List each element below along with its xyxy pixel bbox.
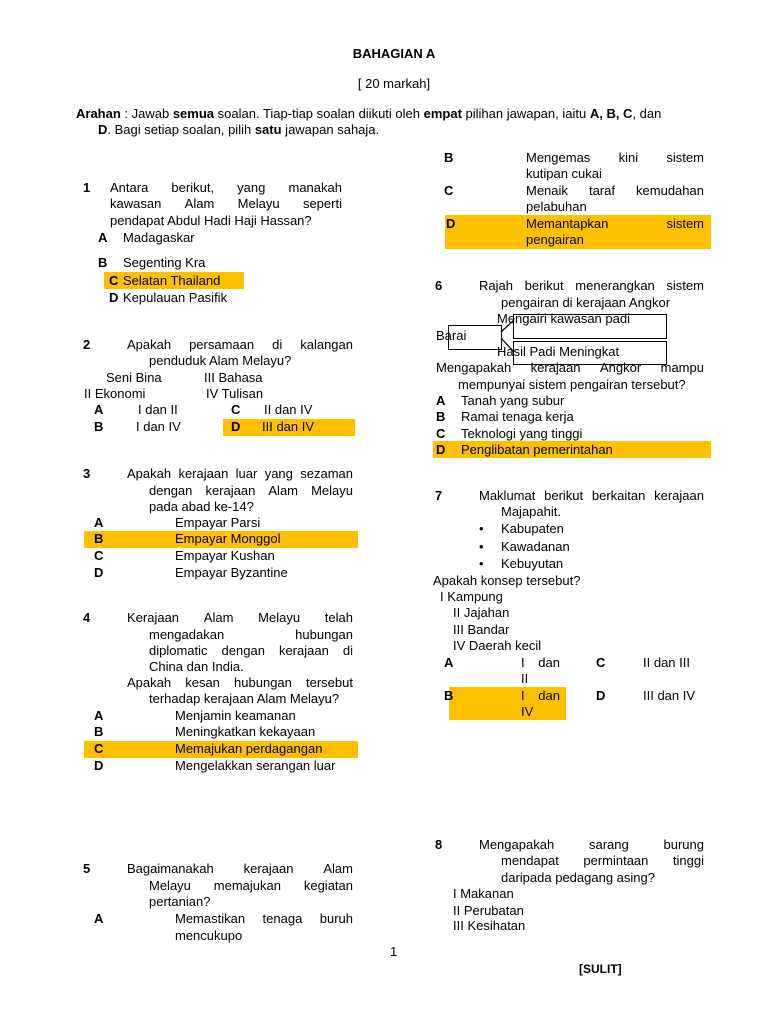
- question-4-number: 4: [83, 610, 91, 625]
- question-7-number: 7: [435, 488, 443, 503]
- q2-option-a: I dan II: [138, 402, 178, 417]
- q8-statement-2: II Perubatan: [453, 903, 524, 918]
- q2-statement-4: IV Tulisan: [206, 386, 264, 401]
- q3-option-c: Empayar Kushan: [175, 548, 275, 563]
- page-number: 1: [390, 944, 398, 959]
- question-6-line-2: pengairan di kerajaan Angkor: [501, 295, 671, 310]
- q3-option-c-letter: C: [94, 548, 104, 563]
- question-1-line-3: pendapat Abdul Hadi Haji Hassan?: [110, 213, 312, 228]
- q2-option-d-letter: D: [231, 419, 241, 434]
- q2-option-c: II dan IV: [264, 402, 313, 417]
- q3-option-d-letter: D: [94, 565, 104, 580]
- q5-option-b-letter: B: [444, 150, 454, 165]
- q4-option-b: Meningkatkan kekayaan: [175, 724, 316, 739]
- q2-option-b-letter: B: [94, 419, 104, 434]
- q6-option-b: Ramai tenaga kerja: [461, 409, 574, 424]
- q3-option-d: Empayar Byzantine: [175, 565, 288, 580]
- q7-option-b-letter: B: [444, 688, 454, 703]
- q2-option-d: III dan IV: [262, 419, 315, 434]
- question-2-line-2: penduduk Alam Melayu?: [149, 353, 292, 368]
- question-7-line-1: Maklumat berikut berkaitan kerajaan: [479, 488, 704, 503]
- question-6-number: 6: [435, 278, 443, 293]
- q1-option-a-letter: A: [98, 230, 108, 245]
- q7-option-a-line-2: II: [521, 671, 529, 686]
- instructions-line-2: D. Bagi setiap soalan, pilih satu jawapan sahaja.: [98, 122, 380, 137]
- q5-option-b-line-2: kutipan cukai: [526, 166, 602, 181]
- q6-option-d-letter: D: [436, 442, 446, 457]
- q5-option-d-line-1: Memantapkan sistem: [526, 216, 704, 231]
- question-4-line-3: diplomatic dengan kerajaan di: [149, 643, 353, 658]
- q7-option-c-letter: C: [596, 655, 606, 670]
- q5-option-b-line-1: Mengemas kini sistem: [526, 150, 704, 165]
- q8-statement-3: III Kesihatan: [453, 918, 526, 933]
- q2-statement-3: III Bahasa: [204, 370, 263, 385]
- q4-option-a-letter: A: [94, 708, 104, 723]
- question-8-line-2: mendapat permintaan tinggi: [501, 853, 704, 868]
- q7-question: Apakah konsep tersebut?: [433, 573, 581, 588]
- question-2-line-1: Apakah persamaan di kalangan: [127, 337, 353, 352]
- section-title: BAHAGIAN A: [352, 46, 436, 61]
- question-5-line-2: Melayu memajukan kegiatan: [149, 878, 353, 893]
- q2-option-c-letter: C: [231, 402, 241, 417]
- question-4-line-6: terhadap kerajaan Alam Melayu?: [149, 691, 340, 706]
- q7-bullet-3: •: [479, 556, 484, 571]
- q7-option-a-letter: A: [444, 655, 454, 670]
- q4-option-a: Menjamin keamanan: [175, 708, 296, 723]
- question-1-number: 1: [83, 180, 91, 195]
- question-3-line-3: pada abad ke-14?: [149, 499, 254, 514]
- q2-statement-1: Seni Bina: [106, 370, 162, 385]
- question-1-line-1: Antara berikut, yang manakah: [110, 180, 342, 195]
- question-3-line-1: Apakah kerajaan luar yang sezaman: [127, 466, 353, 481]
- q1-option-d: Kepulauan Pasifik: [123, 290, 228, 305]
- q7-statement-1: I Kampung: [440, 589, 503, 604]
- question-8-number: 8: [435, 837, 443, 852]
- question-5-line-1: Bagaimanakah kerajaan Alam: [127, 861, 353, 876]
- q1-option-a: Madagaskar: [123, 230, 195, 245]
- q5-option-c-line-1: Menaik taraf kemudahan: [526, 183, 704, 198]
- q3-option-b: Empayar Monggol: [175, 531, 281, 546]
- question-6-line-3: Mengapakah kerajaan Angkor mampu: [436, 360, 704, 375]
- question-8-line-3: daripada pedagang asing?: [501, 870, 655, 885]
- question-4-line-4: China dan India.: [149, 659, 244, 674]
- q5-option-d-letter: D: [446, 216, 456, 231]
- q4-option-c: Memajukan perdagangan: [175, 741, 323, 756]
- q7-statement-4: IV Daerah kecil: [453, 638, 542, 653]
- q7-bullet-2-text: Kawadanan: [501, 539, 570, 554]
- question-5-line-3: pertanian?: [149, 894, 211, 909]
- q7-bullet-1-text: Kabupaten: [501, 521, 564, 536]
- q8-statement-1: I Makanan: [453, 886, 514, 901]
- q6-option-a: Tanah yang subur: [461, 393, 565, 408]
- diagram-box-2-text: Hasil Padi Meningkat: [497, 344, 620, 359]
- sulit-label: [SULIT]: [579, 962, 622, 976]
- question-8-line-1: Mengapakah sarang burung: [479, 837, 704, 852]
- q7-statement-3: III Bandar: [453, 622, 510, 637]
- q6-option-c-letter: C: [436, 426, 446, 441]
- question-4-line-2: mengadakan hubungan: [149, 627, 353, 642]
- q5-option-a-line-1: Memastikan tenaga buruh: [175, 911, 353, 926]
- question-4-line-1: Kerajaan Alam Melayu telah: [127, 610, 353, 625]
- q5-option-a-line-2: mencukupo: [175, 928, 243, 943]
- q6-option-b-letter: B: [436, 409, 446, 424]
- question-6-line-4: mempunyai sistem pengairan tersebut?: [458, 377, 686, 392]
- question-5-number: 5: [83, 861, 91, 876]
- marks-label: [ 20 markah]: [357, 76, 431, 91]
- diagram-left-label: Barai: [436, 328, 467, 343]
- q7-option-c: II dan III: [643, 655, 690, 670]
- question-3-line-2: dengan kerajaan Alam Melayu: [149, 483, 353, 498]
- q6-option-d: Penglibatan pemerintahan: [461, 442, 613, 457]
- q2-statement-2: II Ekonomi: [84, 386, 146, 401]
- q2-option-a-letter: A: [94, 402, 104, 417]
- q1-option-b-letter: B: [98, 255, 108, 270]
- q5-option-c-letter: C: [444, 183, 454, 198]
- q1-option-c: Selatan Thailand: [123, 273, 221, 288]
- instructions-line-1: Arahan : Jawab semua soalan. Tiap-tiap soalan diikuti oleh empat pilihan jawapan, iaitu A, B, C, dan: [76, 106, 662, 121]
- q3-option-a-letter: A: [94, 515, 104, 530]
- q6-option-c: Teknologi yang tinggi: [461, 426, 583, 441]
- question-7-line-2: Majapahit.: [501, 504, 561, 519]
- question-1-line-2: kawasan Alam Melayu seperti: [110, 196, 342, 211]
- q7-option-d-letter: D: [596, 688, 606, 703]
- q2-option-b: I dan IV: [136, 419, 181, 434]
- q5-option-a-letter: A: [94, 911, 104, 926]
- q3-option-a: Empayar Parsi: [175, 515, 261, 530]
- diagram-box-1-text: Mengairi kawasan padi: [497, 311, 630, 326]
- question-6-line-1: Rajah berikut menerangkan sistem: [479, 278, 704, 293]
- q6-option-a-letter: A: [436, 393, 446, 408]
- question-4-line-5: Apakah kesan hubungan tersebut: [127, 675, 353, 690]
- q5-option-d-line-2: pengairan: [526, 232, 584, 247]
- q7-bullet-3-text: Kebuyutan: [501, 556, 564, 571]
- question-2-number: 2: [83, 337, 91, 352]
- q4-option-d-letter: D: [94, 758, 104, 773]
- q7-option-b-line-2: IV: [521, 704, 534, 719]
- q7-bullet-1: •: [479, 521, 484, 536]
- question-3-number: 3: [83, 466, 91, 481]
- q4-option-b-letter: B: [94, 724, 104, 739]
- q7-statement-2: II Jajahan: [453, 605, 510, 620]
- q1-option-b: Segenting Kra: [123, 255, 206, 270]
- q3-option-b-letter: B: [94, 531, 104, 546]
- q4-option-d: Mengelakkan serangan luar: [175, 758, 336, 773]
- q1-option-d-letter: D: [109, 290, 119, 305]
- q4-option-c-letter: C: [94, 741, 104, 756]
- q1-option-c-letter: C: [109, 273, 119, 288]
- q7-bullet-2: •: [479, 539, 484, 554]
- q5-option-c-line-2: pelabuhan: [526, 199, 587, 214]
- q7-option-b-line-1: I dan: [521, 688, 560, 703]
- q7-option-d: III dan IV: [643, 688, 696, 703]
- q7-option-a-line-1: I dan: [521, 655, 560, 670]
